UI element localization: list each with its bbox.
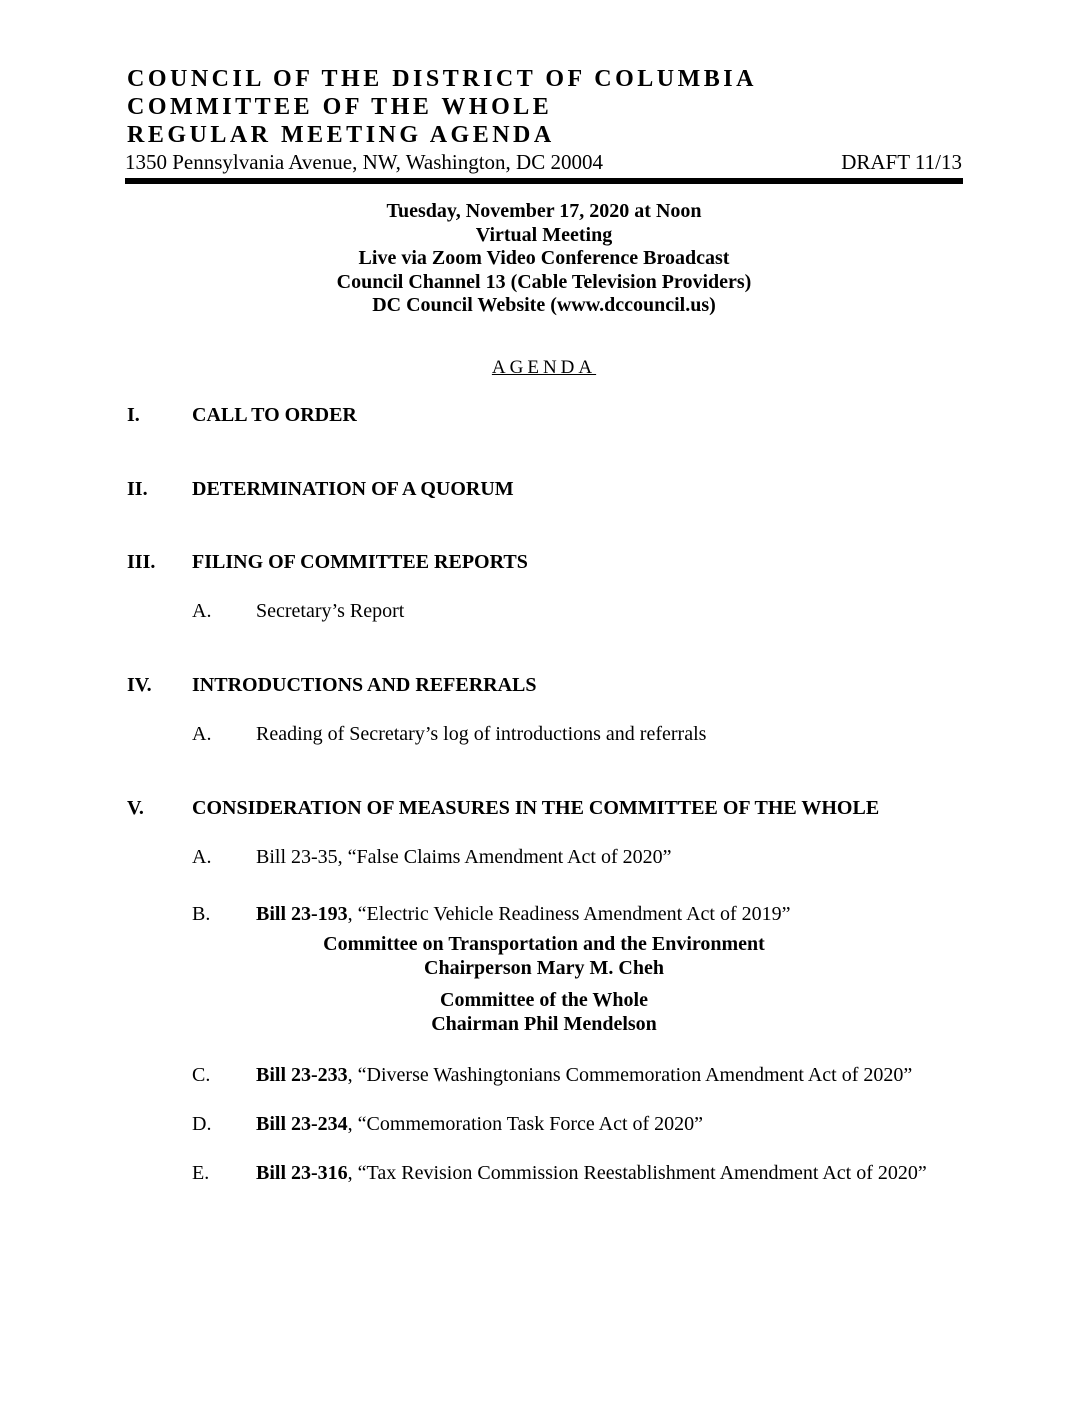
item-letter: A.	[192, 846, 212, 868]
section-title: CONSIDERATION OF MEASURES IN THE COMMITTEE OF THE WHOLE	[192, 797, 880, 819]
section-number: II.	[127, 478, 148, 500]
agenda-heading: AGENDA	[491, 357, 597, 378]
bill-number: Bill 23-316	[256, 1162, 348, 1184]
bill-title: , “Electric Vehicle Readiness Amendment Act of 2019”	[347, 903, 791, 925]
committee-block	[0, 933, 1088, 1036]
header-address: 1350 Pennsylvania Avenue, NW, Washington, DC 20004	[125, 150, 603, 174]
bill-title: , “Commemoration Task Force Act of 2020”	[347, 1113, 704, 1135]
bill-number: Bill 23-193	[256, 903, 348, 925]
item-letter: A.	[192, 723, 212, 745]
meeting-info	[0, 200, 1088, 318]
committee-name: Committee of the Whole	[440, 989, 648, 1011]
bill-number: Bill 23-233	[256, 1064, 348, 1086]
committee-chair: Chairperson Mary M. Cheh	[424, 956, 664, 979]
list-item	[256, 1063, 956, 1088]
list-item: Reading of Secretary’s log of introductions and referrals	[256, 723, 707, 745]
section-title: FILING OF COMMITTEE REPORTS	[192, 551, 528, 573]
header-rule	[125, 178, 963, 184]
item-letter: D.	[192, 1113, 212, 1135]
item-letter: B.	[192, 903, 211, 925]
meeting-channel: Council Channel 13 (Cable Television Providers)	[336, 270, 752, 293]
meeting-broadcast: Live via Zoom Video Conference Broadcast	[358, 247, 730, 269]
header-agenda-title: REGULAR MEETING AGENDA	[127, 122, 555, 148]
section-number: V.	[127, 797, 144, 819]
meeting-date: Tuesday, November 17, 2020 at Noon	[386, 200, 702, 222]
list-item	[256, 1112, 956, 1137]
meeting-website: DC Council Website (www.dccouncil.us)	[372, 294, 716, 316]
section-number: IV.	[127, 674, 152, 696]
header-committee-title: COMMITTEE OF THE WHOLE	[127, 94, 553, 120]
section-title: DETERMINATION OF A QUORUM	[192, 478, 514, 500]
section-number: III.	[127, 551, 156, 573]
list-item: Secretary’s Report	[256, 600, 405, 622]
meeting-format: Virtual Meeting	[475, 223, 613, 246]
list-item: Bill 23-35, “False Claims Amendment Act of 2020”	[256, 846, 672, 868]
section-title: INTRODUCTIONS AND REFERRALS	[192, 674, 537, 696]
bill-number: Bill 23-234	[256, 1113, 348, 1135]
committee-name: Committee on Transportation and the Environment	[323, 933, 765, 955]
draft-label: DRAFT 11/13	[841, 150, 962, 174]
header-council-title: COUNCIL OF THE DISTRICT OF COLUMBIA	[127, 66, 757, 92]
item-letter: A.	[192, 600, 212, 622]
section-title: CALL TO ORDER	[192, 404, 357, 426]
committee-chair: Chairman Phil Mendelson	[431, 1012, 657, 1035]
item-letter: E.	[192, 1162, 210, 1184]
list-item	[256, 1161, 936, 1186]
bill-title: , “Tax Revision Commission Reestablishment Amendment Act of 2020”	[347, 1162, 927, 1184]
section-number: I.	[127, 404, 140, 426]
bill-title: , “Diverse Washingtonians Commemoration Amendment Act of 2020”	[347, 1064, 913, 1086]
list-item	[256, 902, 956, 927]
item-letter: C.	[192, 1064, 211, 1086]
